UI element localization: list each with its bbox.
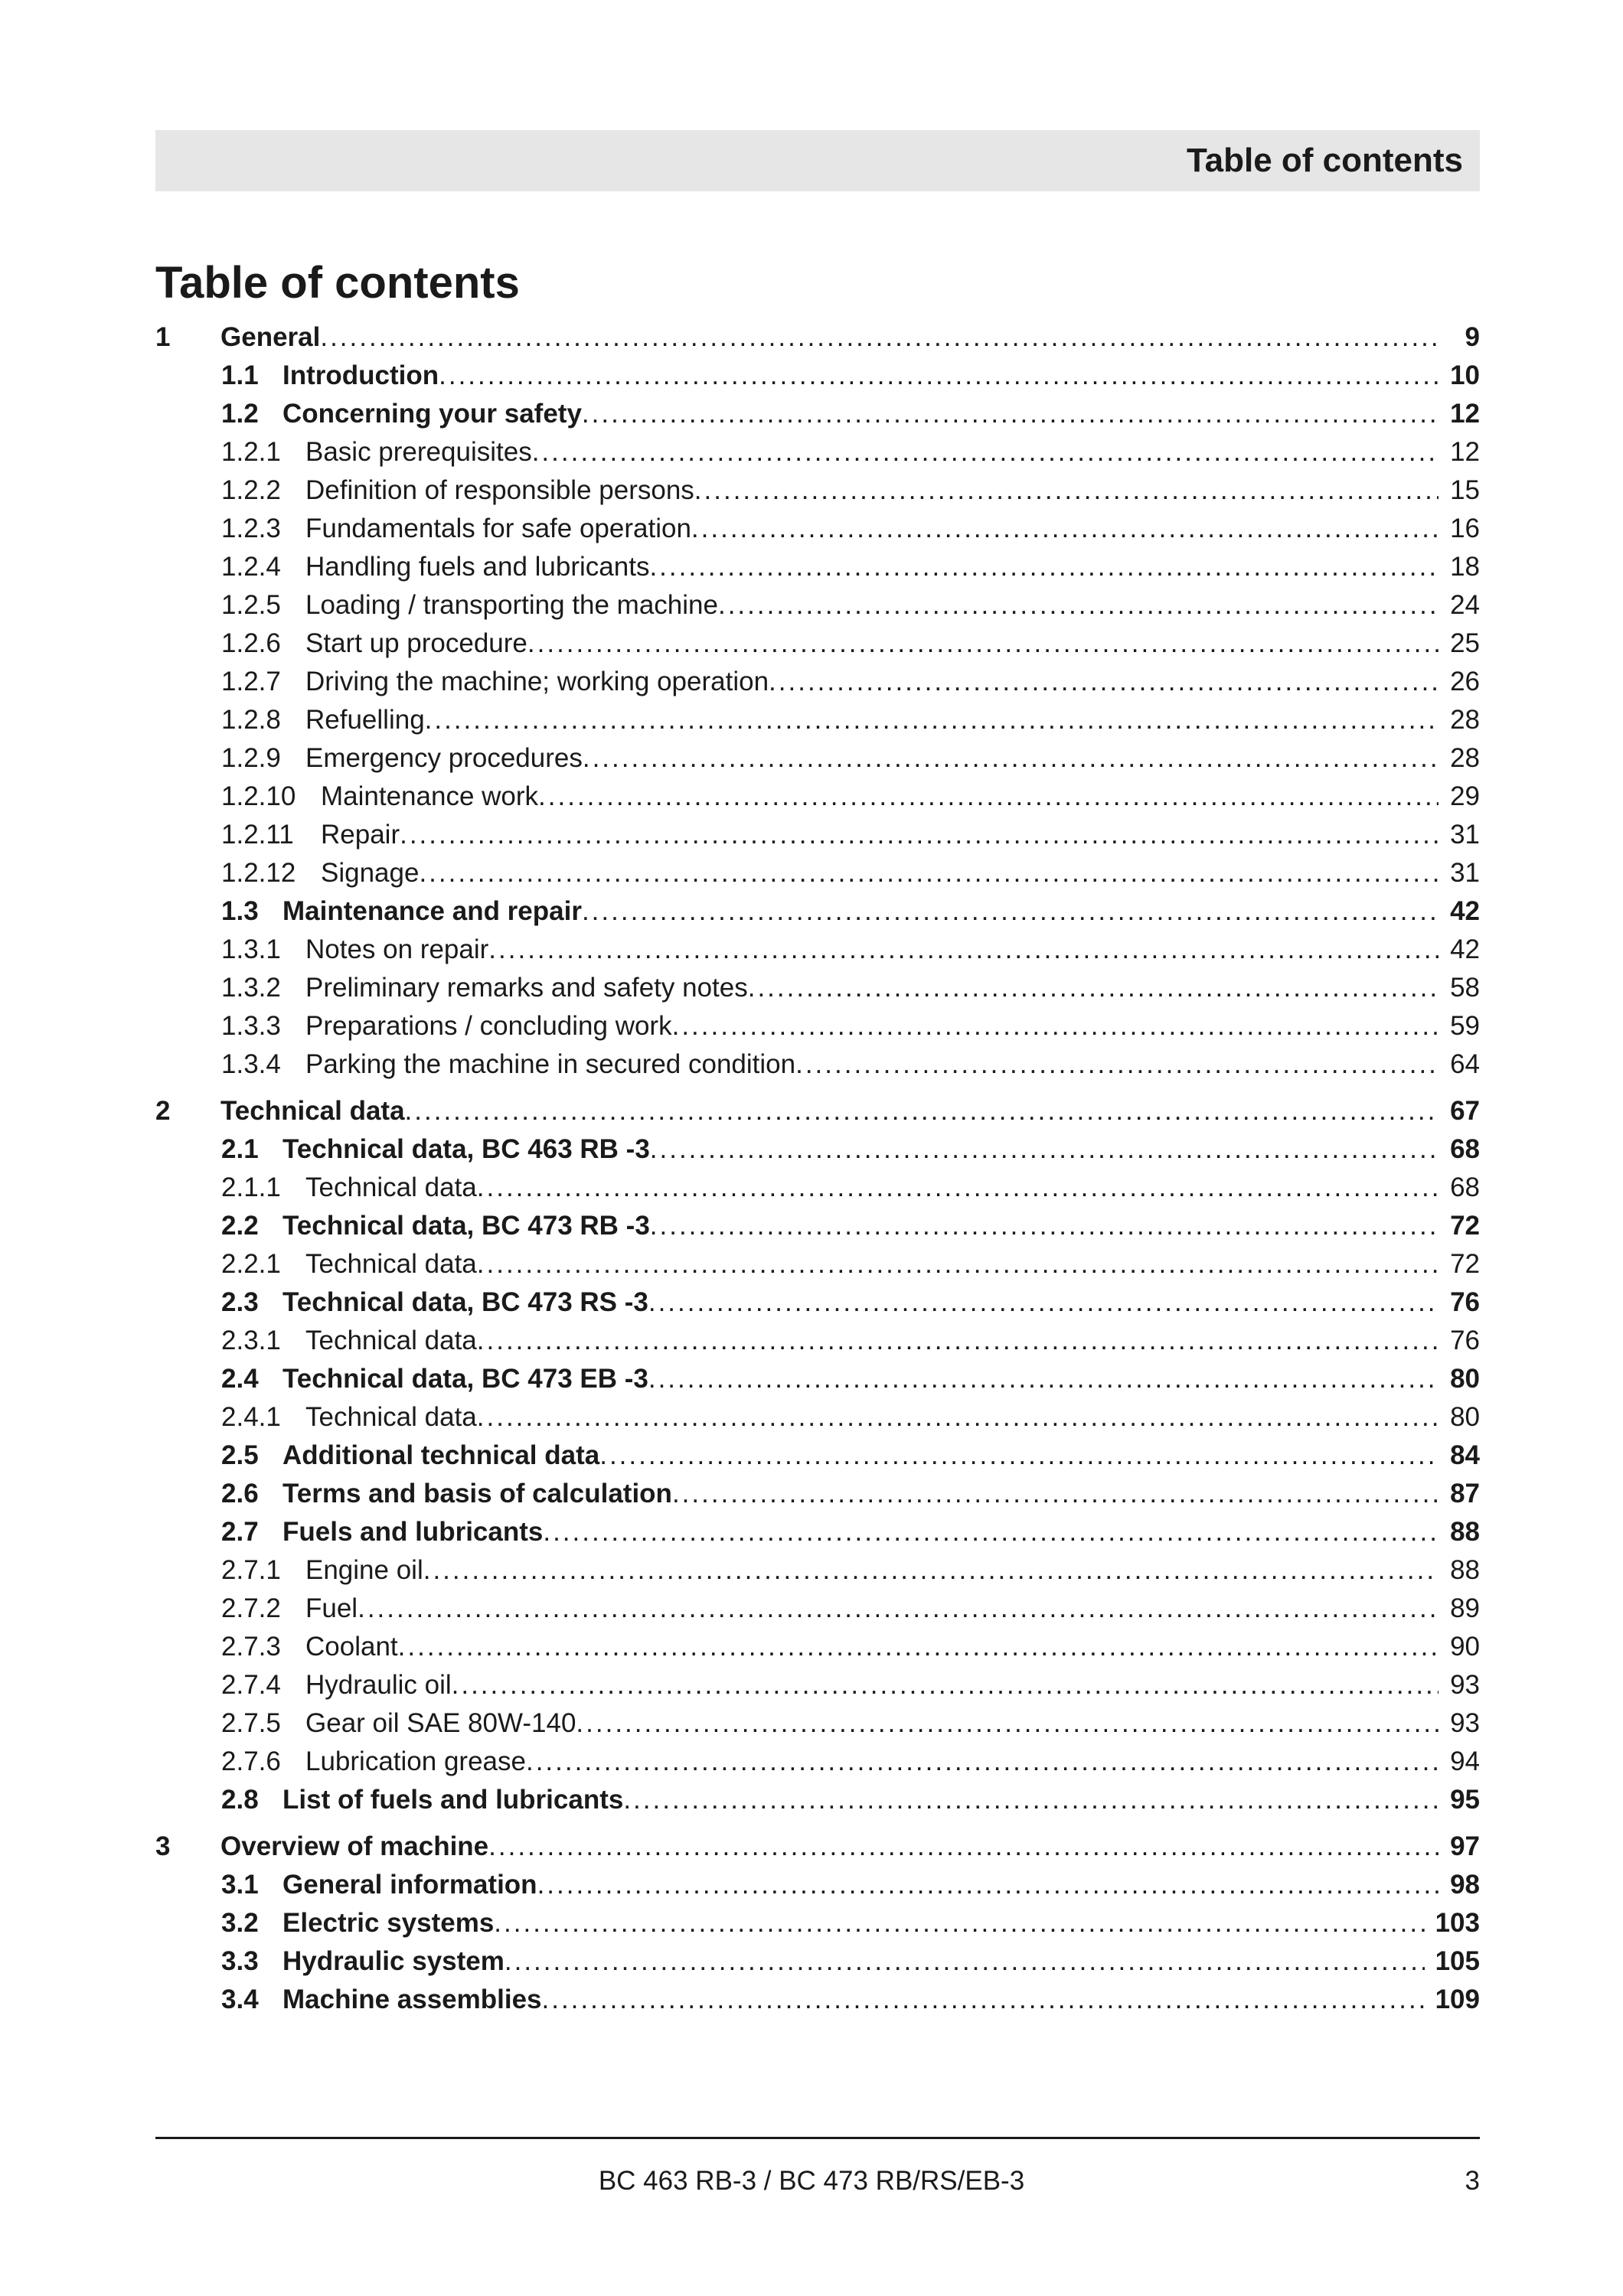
toc-entry-title: Terms and basis of calculation	[282, 1479, 672, 1508]
toc-entry-page: 15	[1450, 475, 1480, 505]
footer-document-title: BC 463 RB-3 / BC 473 RB/RS/EB-3	[598, 2166, 1025, 2196]
toc-entry-title: Maintenance and repair	[282, 896, 582, 926]
toc-dot-leader	[532, 433, 1438, 471]
toc-entry-number: 1.2.11	[221, 820, 294, 850]
toc-entry-title: Signage	[321, 858, 420, 888]
toc-entry[interactable]	[155, 318, 1480, 357]
toc-entry[interactable]	[155, 1130, 1480, 1169]
toc-entry-page: 94	[1450, 1746, 1480, 1776]
toc-dot-leader	[623, 1781, 1438, 1819]
toc-entry[interactable]	[155, 816, 1480, 854]
toc-dot-leader	[477, 1169, 1438, 1207]
toc-dot-leader	[398, 1628, 1438, 1666]
toc-entry[interactable]	[155, 1207, 1480, 1245]
toc-entry-page: 67	[1450, 1096, 1480, 1126]
toc-entry-title: Introduction	[282, 360, 439, 390]
toc-entry[interactable]	[155, 701, 1480, 739]
toc-dot-leader	[795, 1045, 1438, 1084]
toc-entry-page: 76	[1450, 1326, 1480, 1355]
toc-entry-page: 31	[1450, 858, 1480, 888]
toc-entry[interactable]	[155, 1360, 1480, 1398]
toc-dot-leader	[423, 1551, 1438, 1590]
toc-dot-leader	[477, 1322, 1438, 1360]
toc-entry[interactable]	[155, 1437, 1480, 1475]
toc-entry-number: 2.3	[221, 1287, 259, 1317]
toc-entry-number: 2.4.1	[221, 1402, 281, 1432]
toc-entry-number: 1.3.4	[221, 1049, 281, 1079]
toc-entry-page: 87	[1450, 1479, 1480, 1508]
toc-entry-title: Lubrication grease	[305, 1746, 526, 1776]
toc-entry[interactable]	[155, 433, 1480, 471]
toc-entry[interactable]	[155, 1904, 1480, 1942]
toc-entry-title: Repair	[321, 820, 400, 850]
toc-entry[interactable]	[155, 1092, 1480, 1130]
toc-entry-title: Notes on repair	[305, 934, 489, 964]
toc-dot-leader	[320, 318, 1438, 357]
toc-entry-page: 72	[1450, 1249, 1480, 1279]
toc-entry-title: Overview of machine	[220, 1831, 489, 1861]
toc-entry-page: 103	[1435, 1908, 1480, 1938]
toc-entry[interactable]	[155, 854, 1480, 892]
toc-entry-page: 90	[1450, 1632, 1480, 1662]
toc-entry-number: 1.2.8	[221, 705, 281, 735]
toc-entry-title: Refuelling	[305, 705, 425, 735]
toc-dot-leader	[672, 1475, 1438, 1513]
toc-entry[interactable]	[155, 1942, 1480, 1981]
toc-dot-leader	[648, 1283, 1438, 1322]
toc-entry-title: General	[220, 322, 321, 352]
toc-dot-leader	[452, 1666, 1438, 1704]
toc-entry-title: Technical data, BC 463 RB -3	[282, 1134, 650, 1164]
toc-entry-page: 95	[1450, 1785, 1480, 1815]
toc-entry-title: Basic prerequisites	[305, 437, 532, 467]
toc-entry-title: Technical data	[305, 1402, 477, 1432]
toc-entry-page: 12	[1450, 399, 1480, 429]
toc-entry-page: 68	[1450, 1172, 1480, 1202]
toc-entry-title: Technical data	[305, 1249, 477, 1279]
toc-entry-page: 98	[1450, 1870, 1480, 1900]
toc-entry-page: 42	[1450, 896, 1480, 926]
toc-entry-title: Definition of responsible persons	[305, 475, 694, 505]
toc-dot-leader	[650, 1130, 1438, 1169]
toc-entry[interactable]	[155, 1513, 1480, 1551]
header-title: Table of contents	[1187, 142, 1463, 179]
toc-entry[interactable]	[155, 1666, 1480, 1704]
toc-entry-number: 2.7.1	[221, 1555, 281, 1585]
toc-entry-page: 29	[1450, 781, 1480, 811]
toc-entry-page: 80	[1450, 1364, 1480, 1394]
toc-entry[interactable]	[155, 1475, 1480, 1513]
toc-entry-title: Driving the machine; working operation	[305, 667, 769, 696]
toc-dot-leader	[358, 1590, 1438, 1628]
toc-entry-number: 2.8	[221, 1785, 259, 1815]
toc-entry-title: Hydraulic system	[282, 1946, 505, 1976]
toc-entry-title: Loading / transporting the machine	[305, 590, 718, 620]
toc-dot-leader	[425, 701, 1438, 739]
toc-dot-leader	[538, 778, 1438, 816]
toc-dot-leader	[477, 1245, 1438, 1283]
toc-entry-number: 2.7	[221, 1517, 259, 1547]
toc-entry-number: 3.4	[221, 1985, 259, 2014]
toc-dot-leader	[582, 892, 1438, 931]
toc-entry-page: 58	[1450, 973, 1480, 1003]
toc-entry-page: 89	[1450, 1593, 1480, 1623]
toc-entry-page: 12	[1450, 437, 1480, 467]
table-of-contents	[155, 318, 1480, 2019]
toc-entry-number: 2.2	[221, 1211, 259, 1241]
toc-dot-leader	[400, 816, 1438, 854]
toc-entry-title: Fuels and lubricants	[282, 1517, 544, 1547]
toc-entry-number: 3.3	[221, 1946, 259, 1976]
toc-entry[interactable]	[155, 969, 1480, 1007]
toc-dot-leader	[405, 1092, 1438, 1130]
toc-entry[interactable]	[155, 510, 1480, 548]
page-title: Table of contents	[155, 258, 520, 308]
toc-entry[interactable]	[155, 548, 1480, 586]
toc-entry-page: 105	[1435, 1946, 1480, 1976]
toc-entry[interactable]	[155, 1704, 1480, 1743]
toc-entry-page: 42	[1450, 934, 1480, 964]
toc-entry-number: 1.3.1	[221, 934, 281, 964]
toc-entry-page: 68	[1450, 1134, 1480, 1164]
toc-entry-page: 88	[1450, 1517, 1480, 1547]
toc-dot-leader	[537, 1866, 1438, 1904]
toc-dot-leader	[649, 548, 1438, 586]
toc-entry-number: 2.6	[221, 1479, 259, 1508]
toc-entry-title: Technical data, BC 473 RB -3	[282, 1211, 650, 1241]
toc-entry[interactable]	[155, 1398, 1480, 1437]
toc-entry-number: 1.2	[221, 399, 259, 429]
toc-entry-title: Concerning your safety	[282, 399, 582, 429]
toc-dot-leader	[477, 1398, 1438, 1437]
toc-entry-number: 1.3	[221, 896, 259, 926]
toc-entry[interactable]	[155, 892, 1480, 931]
toc-entry-title: Emergency procedures	[305, 743, 583, 773]
toc-entry-number: 1.2.3	[221, 514, 281, 543]
toc-entry-title: Gear oil SAE 80W-140	[305, 1708, 576, 1738]
toc-entry[interactable]	[155, 1628, 1480, 1666]
toc-entry-number: 1.2.1	[221, 437, 281, 467]
toc-entry[interactable]	[155, 1743, 1480, 1781]
footer-divider	[155, 2137, 1480, 2139]
toc-dot-leader	[576, 1704, 1438, 1743]
toc-entry[interactable]	[155, 625, 1480, 663]
toc-entry-number: 1.3.3	[221, 1011, 281, 1041]
toc-entry[interactable]	[155, 357, 1480, 395]
toc-entry[interactable]	[155, 1981, 1480, 2019]
toc-entry-page: 28	[1450, 705, 1480, 735]
toc-entry-page: 109	[1435, 1985, 1480, 2014]
toc-entry-page: 84	[1450, 1440, 1480, 1470]
toc-entry-title: Technical data	[305, 1326, 477, 1355]
toc-entry-page: 72	[1450, 1211, 1480, 1241]
toc-entry[interactable]	[155, 471, 1480, 510]
toc-dot-leader	[582, 395, 1438, 433]
toc-entry-number: 2.4	[221, 1364, 259, 1394]
toc-entry-title: Technical data	[220, 1096, 405, 1126]
toc-entry-number: 2.5	[221, 1440, 259, 1470]
toc-entry-number: 2	[155, 1096, 171, 1126]
toc-entry[interactable]	[155, 1781, 1480, 1819]
running-header	[155, 130, 1480, 191]
toc-entry-title: Maintenance work	[321, 781, 539, 811]
toc-entry-page: 9	[1465, 322, 1480, 352]
toc-entry-page: 88	[1450, 1555, 1480, 1585]
toc-entry[interactable]	[155, 1866, 1480, 1904]
toc-entry-page: 26	[1450, 667, 1480, 696]
toc-entry-page: 64	[1450, 1049, 1480, 1079]
toc-entry-page: 28	[1450, 743, 1480, 773]
toc-entry[interactable]	[155, 931, 1480, 969]
toc-entry-page: 93	[1450, 1670, 1480, 1700]
toc-entry[interactable]	[155, 586, 1480, 625]
toc-entry[interactable]	[155, 1590, 1480, 1628]
toc-entry-title: Handling fuels and lubricants	[305, 552, 650, 582]
toc-entry-page: 16	[1450, 514, 1480, 543]
toc-entry-number: 1.2.12	[221, 858, 296, 888]
toc-entry-title: Hydraulic oil	[305, 1670, 452, 1700]
toc-dot-leader	[526, 1743, 1438, 1781]
toc-entry[interactable]	[155, 1245, 1480, 1283]
toc-entry[interactable]	[155, 663, 1480, 701]
toc-entry-page: 97	[1450, 1831, 1480, 1861]
toc-entry-number: 1.2.6	[221, 628, 281, 658]
toc-entry-number: 1.2.5	[221, 590, 281, 620]
toc-dot-leader	[650, 1207, 1438, 1245]
toc-entry[interactable]	[155, 1322, 1480, 1360]
toc-entry-number: 3.2	[221, 1908, 259, 1938]
toc-dot-leader	[542, 1981, 1425, 2019]
toc-entry-page: 25	[1450, 628, 1480, 658]
toc-dot-leader	[691, 510, 1438, 548]
toc-dot-leader	[494, 1904, 1424, 1942]
toc-entry-title: List of fuels and lubricants	[282, 1785, 624, 1815]
toc-entry-title: Additional technical data	[282, 1440, 600, 1470]
toc-entry-number: 3.1	[221, 1870, 259, 1900]
toc-dot-leader	[583, 739, 1438, 778]
toc-entry-number: 1.2.10	[221, 781, 296, 811]
toc-dot-leader	[488, 1828, 1438, 1866]
toc-entry-page: 76	[1450, 1287, 1480, 1317]
toc-entry-page: 10	[1450, 360, 1480, 390]
toc-entry-number: 2.7.3	[221, 1632, 281, 1662]
footer-page-number: 3	[1465, 2166, 1480, 2196]
toc-entry-number: 1.2.2	[221, 475, 281, 505]
toc-entry-number: 1.2.9	[221, 743, 281, 773]
toc-dot-leader	[769, 663, 1438, 701]
toc-entry-page: 93	[1450, 1708, 1480, 1738]
toc-entry-number: 1.2.4	[221, 552, 281, 582]
toc-entry-title: Fuel	[305, 1593, 358, 1623]
toc-entry-number: 1	[155, 322, 171, 352]
toc-entry[interactable]	[155, 778, 1480, 816]
toc-entry-title: Machine assemblies	[282, 1985, 542, 2014]
toc-dot-leader	[527, 625, 1438, 663]
toc-entry-number: 2.7.5	[221, 1708, 281, 1738]
toc-dot-leader	[694, 471, 1438, 510]
toc-entry-number: 1.1	[221, 360, 259, 390]
toc-entry-title: General information	[282, 1870, 537, 1900]
toc-dot-leader	[718, 586, 1438, 625]
toc-entry-title: Electric systems	[282, 1908, 495, 1938]
toc-entry-number: 2.2.1	[221, 1249, 281, 1279]
toc-entry[interactable]	[155, 1169, 1480, 1207]
toc-entry-number: 2.7.2	[221, 1593, 281, 1623]
toc-entry[interactable]	[155, 1045, 1480, 1084]
toc-entry[interactable]	[155, 739, 1480, 778]
toc-entry-number: 2.7.6	[221, 1746, 281, 1776]
toc-entry-number: 2.1.1	[221, 1172, 281, 1202]
toc-entry[interactable]	[155, 1283, 1480, 1322]
toc-dot-leader	[439, 357, 1438, 395]
toc-dot-leader	[419, 854, 1438, 892]
toc-entry-title: Technical data	[305, 1172, 477, 1202]
toc-entry[interactable]	[155, 1828, 1480, 1866]
toc-entry-number: 2.3.1	[221, 1326, 281, 1355]
toc-entry-title: Preliminary remarks and safety notes	[305, 973, 748, 1003]
toc-entry-title: Start up procedure	[305, 628, 527, 658]
toc-entry[interactable]	[155, 1007, 1480, 1045]
toc-entry-title: Technical data, BC 473 RS -3	[282, 1287, 648, 1317]
toc-entry-title: Coolant	[305, 1632, 398, 1662]
toc-entry-title: Parking the machine in secured condition	[305, 1049, 796, 1079]
toc-entry-page: 80	[1450, 1402, 1480, 1432]
toc-entry[interactable]	[155, 1551, 1480, 1590]
toc-dot-leader	[505, 1942, 1425, 1981]
toc-entry-title: Fundamentals for safe operation	[305, 514, 691, 543]
toc-dot-leader	[543, 1513, 1438, 1551]
toc-entry-number: 1.2.7	[221, 667, 281, 696]
toc-dot-leader	[599, 1437, 1438, 1475]
toc-entry-title: Technical data, BC 473 EB -3	[282, 1364, 648, 1394]
toc-dot-leader	[488, 931, 1438, 969]
toc-entry-number: 3	[155, 1831, 171, 1861]
toc-entry-number: 2.7.4	[221, 1670, 281, 1700]
toc-entry-page: 59	[1450, 1011, 1480, 1041]
toc-entry-page: 24	[1450, 590, 1480, 620]
toc-entry-page: 31	[1450, 820, 1480, 850]
toc-entry-title: Preparations / concluding work	[305, 1011, 672, 1041]
toc-dot-leader	[648, 1360, 1438, 1398]
toc-dot-leader	[672, 1007, 1438, 1045]
toc-entry-number: 2.1	[221, 1134, 259, 1164]
toc-entry-title: Engine oil	[305, 1555, 423, 1585]
toc-dot-leader	[748, 969, 1438, 1007]
toc-entry-page: 18	[1450, 552, 1480, 582]
toc-entry[interactable]	[155, 395, 1480, 433]
toc-entry-number: 1.3.2	[221, 973, 281, 1003]
